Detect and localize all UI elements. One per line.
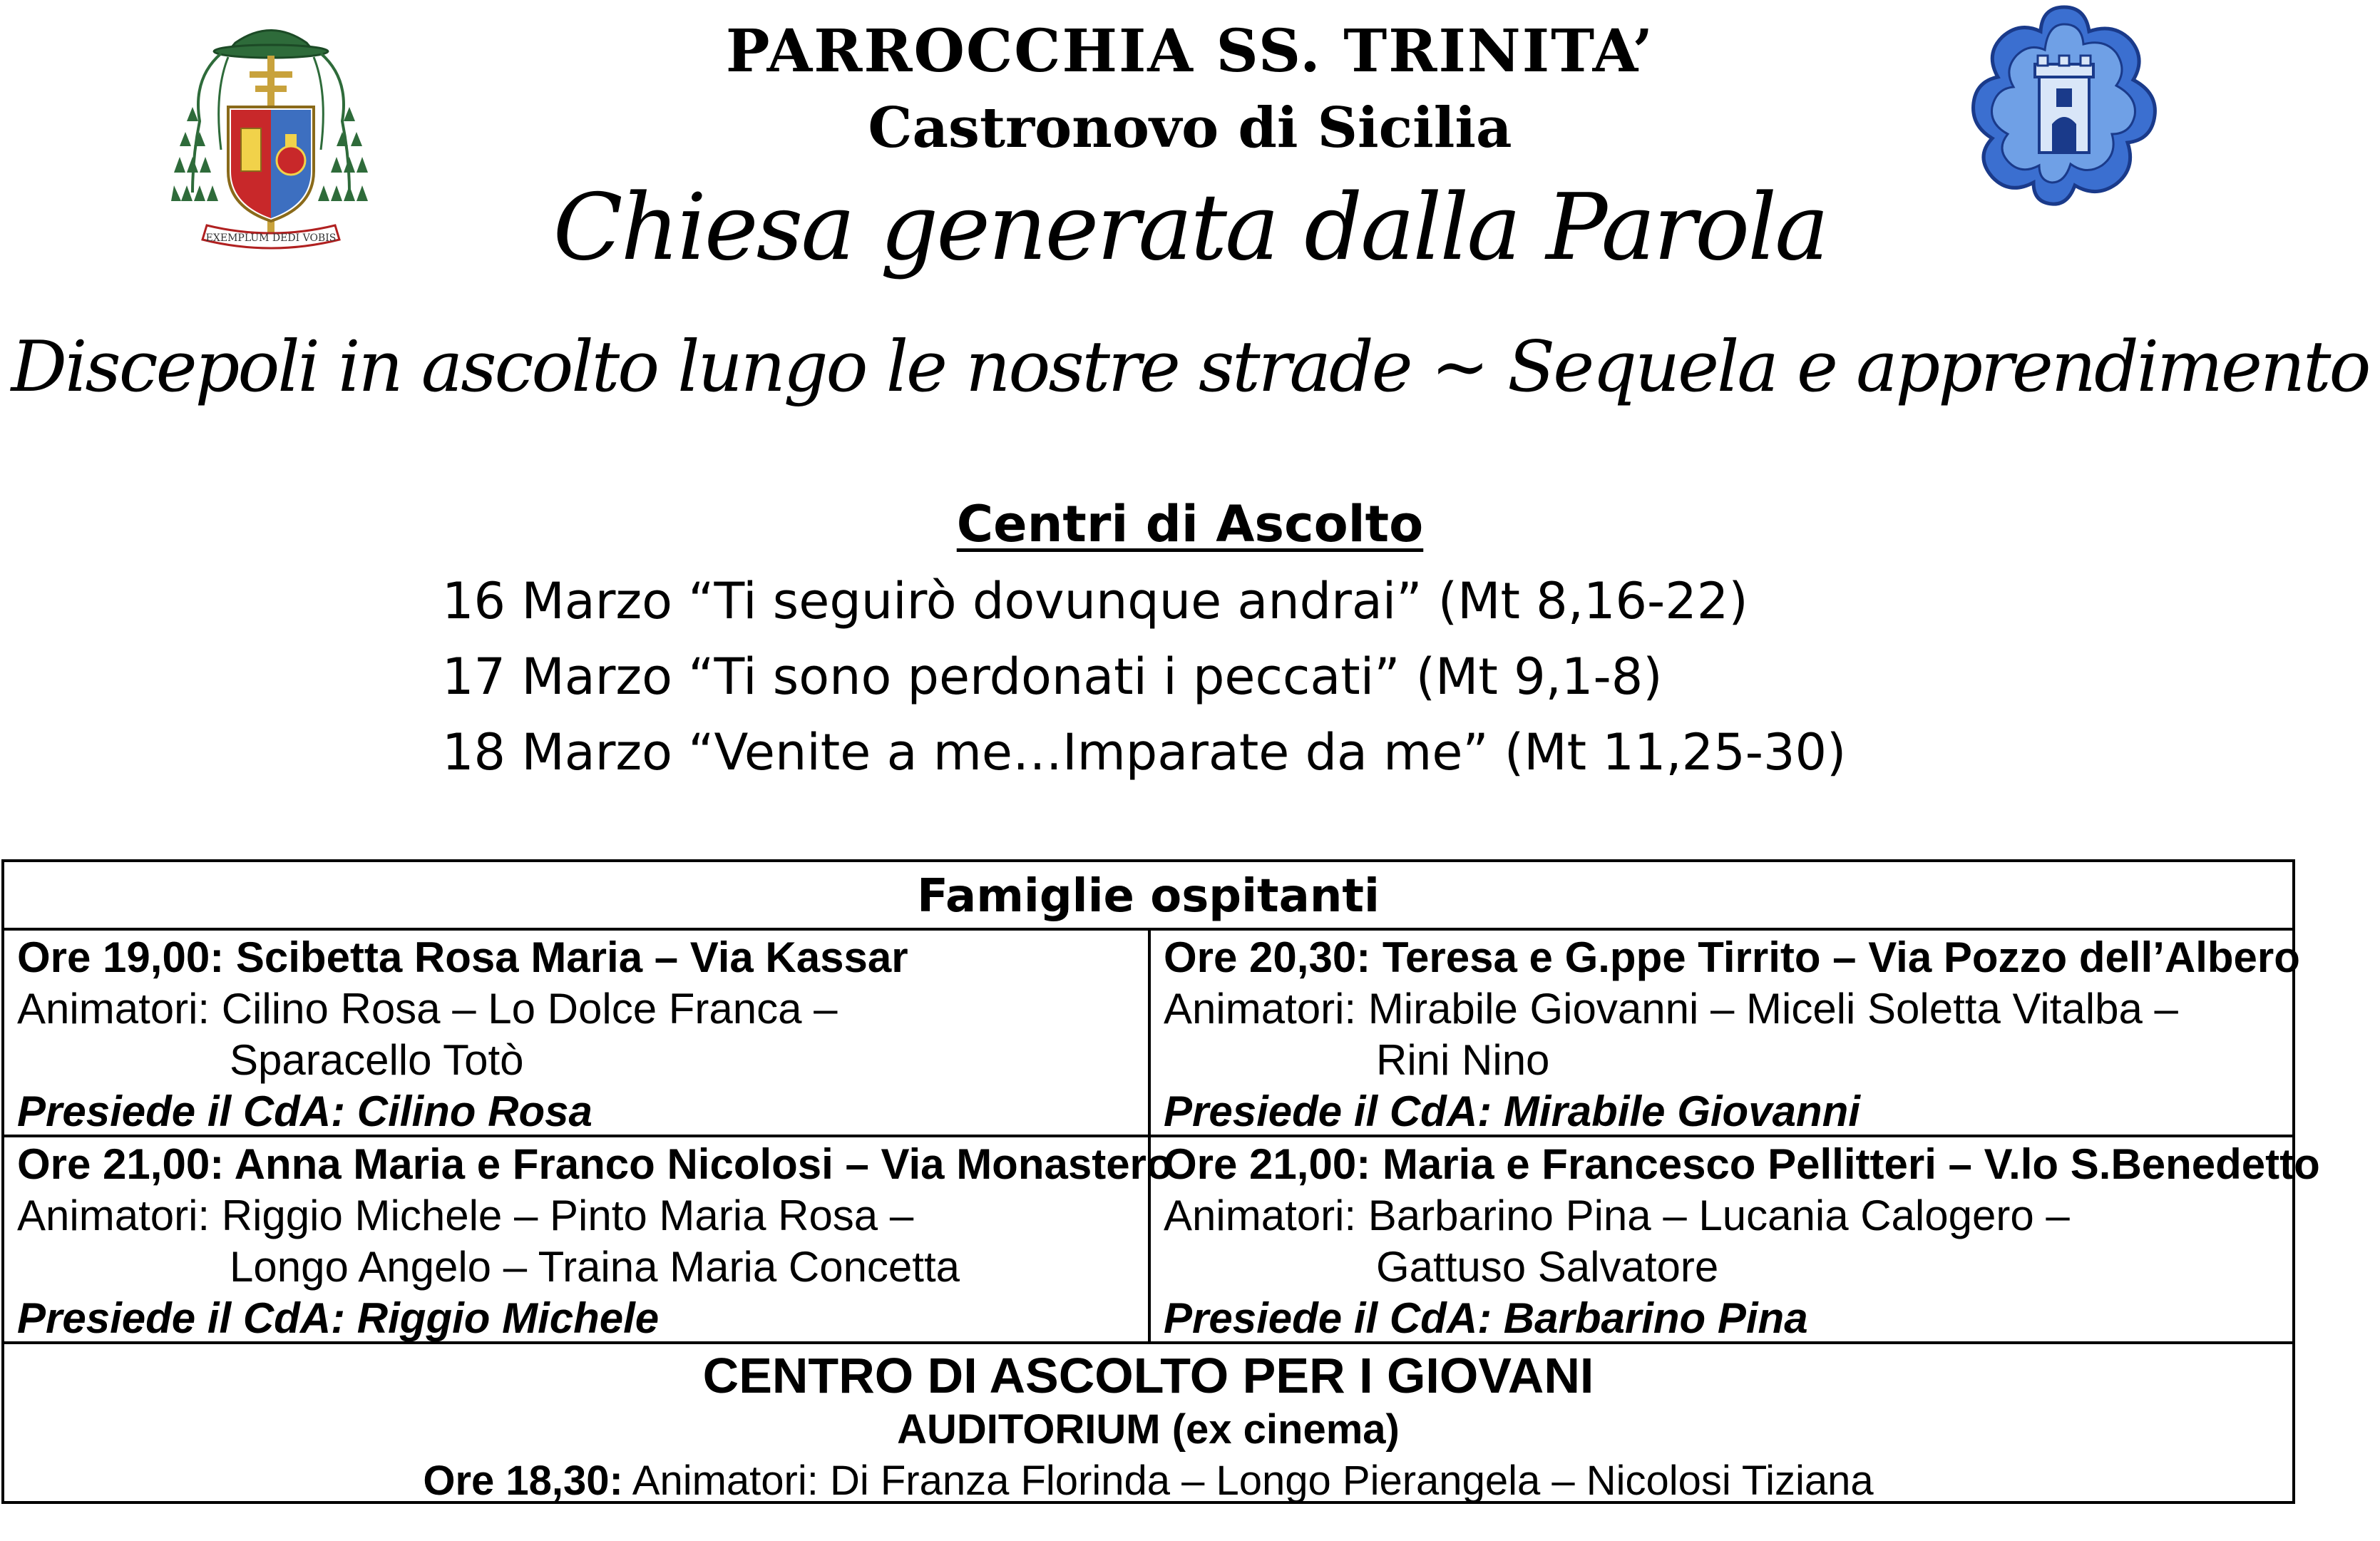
cell-preside: Presiede il CdA: Barbarino Pina <box>1164 1294 1808 1342</box>
cell-animators-cont: Longo Angelo – Traina Maria Concetta <box>230 1243 960 1291</box>
youth-center-line <box>4 1455 2292 1507</box>
table-cell <box>4 931 1151 1137</box>
cell-time: Ore 21,00: <box>1164 1140 1371 1188</box>
date-item: 17 Marzo “Ti sono perdonati i peccati” (Mt 9,1-8) <box>442 647 1663 706</box>
date-item: 16 Marzo “Ti seguirò dovunque andrai” (Mt 8,16-22) <box>442 572 1748 630</box>
table-cell <box>1151 931 2300 1137</box>
cell-animators: Animatori: Cilino Rosa – Lo Dolce Franca – <box>17 985 838 1033</box>
cell-host: Teresa e G.ppe Tirrito – Via Pozzo dell’Albero <box>1370 933 2300 981</box>
cell-host-line <box>1164 932 2300 983</box>
cell-host-line <box>17 1139 1173 1190</box>
cell-host-line <box>17 932 1148 983</box>
cell-preside: Presiede il CdA: Riggio Michele <box>17 1294 660 1342</box>
centri-heading <box>0 492 2380 556</box>
cell-host: Anna Maria e Franco Nicolosi – Via Monastero <box>224 1140 1173 1188</box>
youth-center-time: Ore 18,30: <box>423 1458 623 1504</box>
parish-name: PARROCCHIA SS. TRINITA’ <box>725 17 1655 86</box>
cell-animators: Animatori: Mirabile Giovanni – Miceli Soletta Vitalba – <box>1164 985 2178 1033</box>
cell-host: Scibetta Rosa Maria – Via Kassar <box>224 933 908 981</box>
cell-time: Ore 19,00: <box>17 933 225 981</box>
cell-animators: Animatori: Riggio Michele – Pinto Maria Rosa – <box>17 1192 914 1239</box>
cell-animators: Animatori: Barbarino Pina – Lucania Calogero – <box>1164 1192 2070 1239</box>
town-name: Castronovo di Sicilia <box>868 96 1512 160</box>
cell-animators-cont: Sparacello Totò <box>230 1036 524 1084</box>
youth-center-section <box>4 1344 2292 1504</box>
table-cell <box>1151 1137 2320 1344</box>
cell-host-line <box>1164 1139 2320 1190</box>
cell-time: Ore 20,30: <box>1164 933 1371 981</box>
youth-center-animators: Animatori: Di Franza Florinda – Longo Pierangela – Nicolosi Tiziana <box>622 1458 1874 1504</box>
page-subtitle: Discepoli in ascolto lungo le nostre strade ~ Sequela e apprendimento <box>11 327 2369 408</box>
cell-preside: Presiede il CdA: Mirabile Giovanni <box>1164 1087 1860 1135</box>
cell-host: Maria e Francesco Pellitteri – V.lo S.Benedetto <box>1370 1140 2320 1188</box>
table-cell <box>4 1137 1173 1344</box>
table-heading: Famiglie ospitanti <box>4 862 2292 931</box>
youth-center-title: CENTRO DI ASCOLTO PER I GIOVANI <box>702 1348 1594 1403</box>
youth-center-place: AUDITORIUM (ex cinema) <box>897 1406 1400 1453</box>
date-list <box>442 563 2153 790</box>
cell-animators-cont: Gattuso Salvatore <box>1376 1243 1719 1291</box>
cell-time: Ore 21,00: <box>17 1140 225 1188</box>
page-title: Chiesa generata dalla Parola <box>553 175 1827 281</box>
host-families-table <box>1 859 2320 1504</box>
centri-heading-text: Centri di Ascolto <box>956 495 1424 553</box>
svg-text:EXEMPLUM DEDI VOBIS: EXEMPLUM DEDI VOBIS <box>205 232 337 244</box>
cell-animators-cont: Rini Nino <box>1376 1036 1550 1084</box>
date-item: 18 Marzo “Venite a me…Imparate da me” (Mt 11,25-30) <box>442 723 1847 782</box>
cell-preside: Presiede il CdA: Cilino Rosa <box>17 1087 593 1135</box>
